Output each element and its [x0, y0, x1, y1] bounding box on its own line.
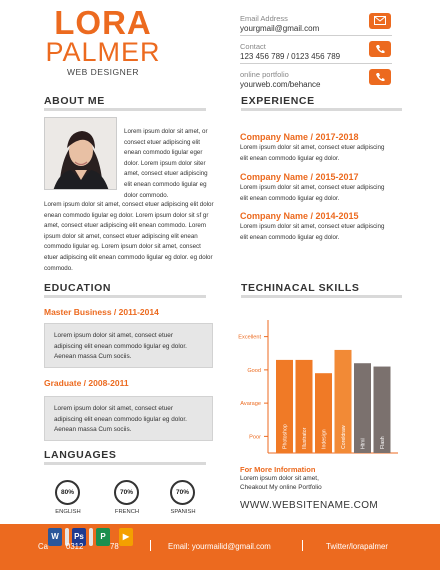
- education-title: EDUCATION: [44, 282, 112, 294]
- divider: [240, 35, 392, 36]
- job-role: WEB DESIGNER: [66, 67, 140, 77]
- contact-email-value[interactable]: yourgmail@gmail.com: [240, 24, 320, 33]
- language-name: ENGLISH: [55, 509, 81, 515]
- section-rule: [241, 108, 402, 111]
- language-percent-circle: [114, 480, 139, 505]
- experience-title: EXPERIENCE: [241, 95, 315, 107]
- contact-portfolio-value[interactable]: yourweb.com/behance: [240, 80, 321, 89]
- y-tick-label: Poor: [249, 434, 261, 441]
- contact-phone-value[interactable]: 123 456 789 / 0123 456 789: [240, 52, 341, 61]
- mail-icon: [369, 13, 391, 29]
- language-percent: 70%: [175, 489, 189, 496]
- section-rule: [44, 295, 206, 298]
- language-percent-circle: [55, 480, 80, 505]
- last-name: PALMER: [45, 37, 161, 67]
- education-item-box: [44, 396, 213, 441]
- profile-photo: [44, 117, 117, 190]
- contact-portfolio-label: online portfolio: [240, 70, 289, 79]
- education-item-title: Master Business / 2011-2014: [44, 307, 159, 317]
- job-title: Company Name / 2017-2018: [240, 132, 359, 142]
- footer-twitter[interactable]: Twitter/lorapalmer: [326, 542, 388, 551]
- bar-label: Coreldraw: [341, 425, 347, 449]
- education-item-text: Lorem ipsum dolor sit amet, consect etuer adipiscing elit enean commodo ligular eg dolor. Aenean massa Cum sociis.: [54, 332, 187, 360]
- section-rule: [44, 108, 206, 111]
- language-percent-circle: [170, 480, 195, 505]
- y-tick-label: Good: [247, 367, 261, 374]
- language-percent: 80%: [60, 489, 74, 496]
- about-full-text: Lorem ipsum dolor sit amet, consect etuer adipiscing elit dolor enean commodo ligular eg dolor. Lorem ipsum dolor sit sf gr amet, consect etuer adipiscing elit enean commodo. Lorem ipsum dolor sit amet, consect etuer adipiscing elit enean commodo ligular eg. Lorem ipsum dolor sit amet, consect etuer adipiscing elit enean commodo ligular eg dolor. eg dolor commodo.: [44, 201, 214, 272]
- more-info-line: Cheakout My online Portfolio: [240, 484, 322, 491]
- language-name: FRENCH: [114, 509, 140, 515]
- skills-title: TECHINACAL SKILLS: [241, 282, 360, 294]
- section-rule: [44, 462, 206, 465]
- word-icon: W: [48, 528, 62, 546]
- bar-label: Flash: [380, 436, 386, 449]
- job-title: Company Name / 2014-2015: [240, 211, 359, 221]
- footer-call-tail: 78: [110, 542, 119, 551]
- job-text: Lorem ipsum dolor sit amet, consect etuer adipiscing elit enean commodo ligular eg dolor.: [240, 223, 385, 241]
- footer-call: Ca: [38, 542, 48, 551]
- bar-label: Html: [360, 438, 367, 449]
- divider: [240, 63, 392, 64]
- job-text: Lorem ipsum dolor sit amet, consect etuer adipiscing elit enean commodo ligular eg dolor.: [240, 144, 385, 162]
- gap-spacer: [89, 528, 93, 546]
- photoshop-icon: Ps: [72, 528, 86, 546]
- section-rule: [241, 295, 402, 298]
- language-percent: 70%: [119, 489, 133, 496]
- more-info-line: Lorem ipsum dolor sit amet,: [240, 475, 319, 482]
- more-info-title: For More Information: [240, 465, 316, 474]
- first-name: LORA: [54, 4, 152, 41]
- education-item-text: Lorem ipsum dolor sit amet, consect etuer adipiscing elit enean commodo ligular eg dolor. Aenean massa Cum sociis.: [54, 405, 187, 433]
- education-item-box: [44, 323, 213, 368]
- job-text: Lorem ipsum dolor sit amet, consect etuer adipiscing elit enean commodo ligular eg dolor.: [240, 184, 385, 202]
- bar-label: Indesign: [321, 429, 328, 449]
- y-tick-label: Excellent: [238, 334, 261, 341]
- about-title: ABOUT ME: [44, 95, 105, 107]
- phone-icon: [369, 41, 391, 57]
- job-title: Company Name / 2015-2017: [240, 172, 359, 182]
- pages-icon: ▶: [119, 528, 133, 546]
- phone-icon: [369, 69, 391, 85]
- app-icons: [48, 528, 133, 546]
- footer-divider: [150, 540, 151, 551]
- contact-email-label: Email Address: [240, 14, 288, 23]
- about-side-text: Lorem ipsum dolor sit amet, or consect etuer adipiscing elit enean commodo ligular eger dolor. Lorem ipsum dolor siter amet, consect etuer adipiscing elit enean commodo ligular eg dolor commodo.: [124, 128, 208, 199]
- website-link[interactable]: WWW.WEBSITENAME.COM: [240, 500, 379, 511]
- publisher-icon: P: [96, 528, 110, 546]
- language-name: SPANISH: [170, 509, 196, 515]
- footer-call-tail: 0312: [66, 542, 84, 551]
- y-tick-label: Avarage: [240, 401, 261, 408]
- contact-phone-label: Contact: [240, 42, 266, 51]
- footer-email[interactable]: Email: yourmailid@gmail.com: [168, 542, 271, 551]
- footer-divider: [302, 540, 303, 551]
- bar-label: Photoshop: [282, 424, 289, 449]
- bar-label: Illustrator: [302, 427, 308, 449]
- skills-chart: [226, 315, 406, 460]
- education-item-title: Graduate / 2008-2011: [44, 378, 129, 388]
- languages-title: LANGUAGES: [44, 449, 117, 461]
